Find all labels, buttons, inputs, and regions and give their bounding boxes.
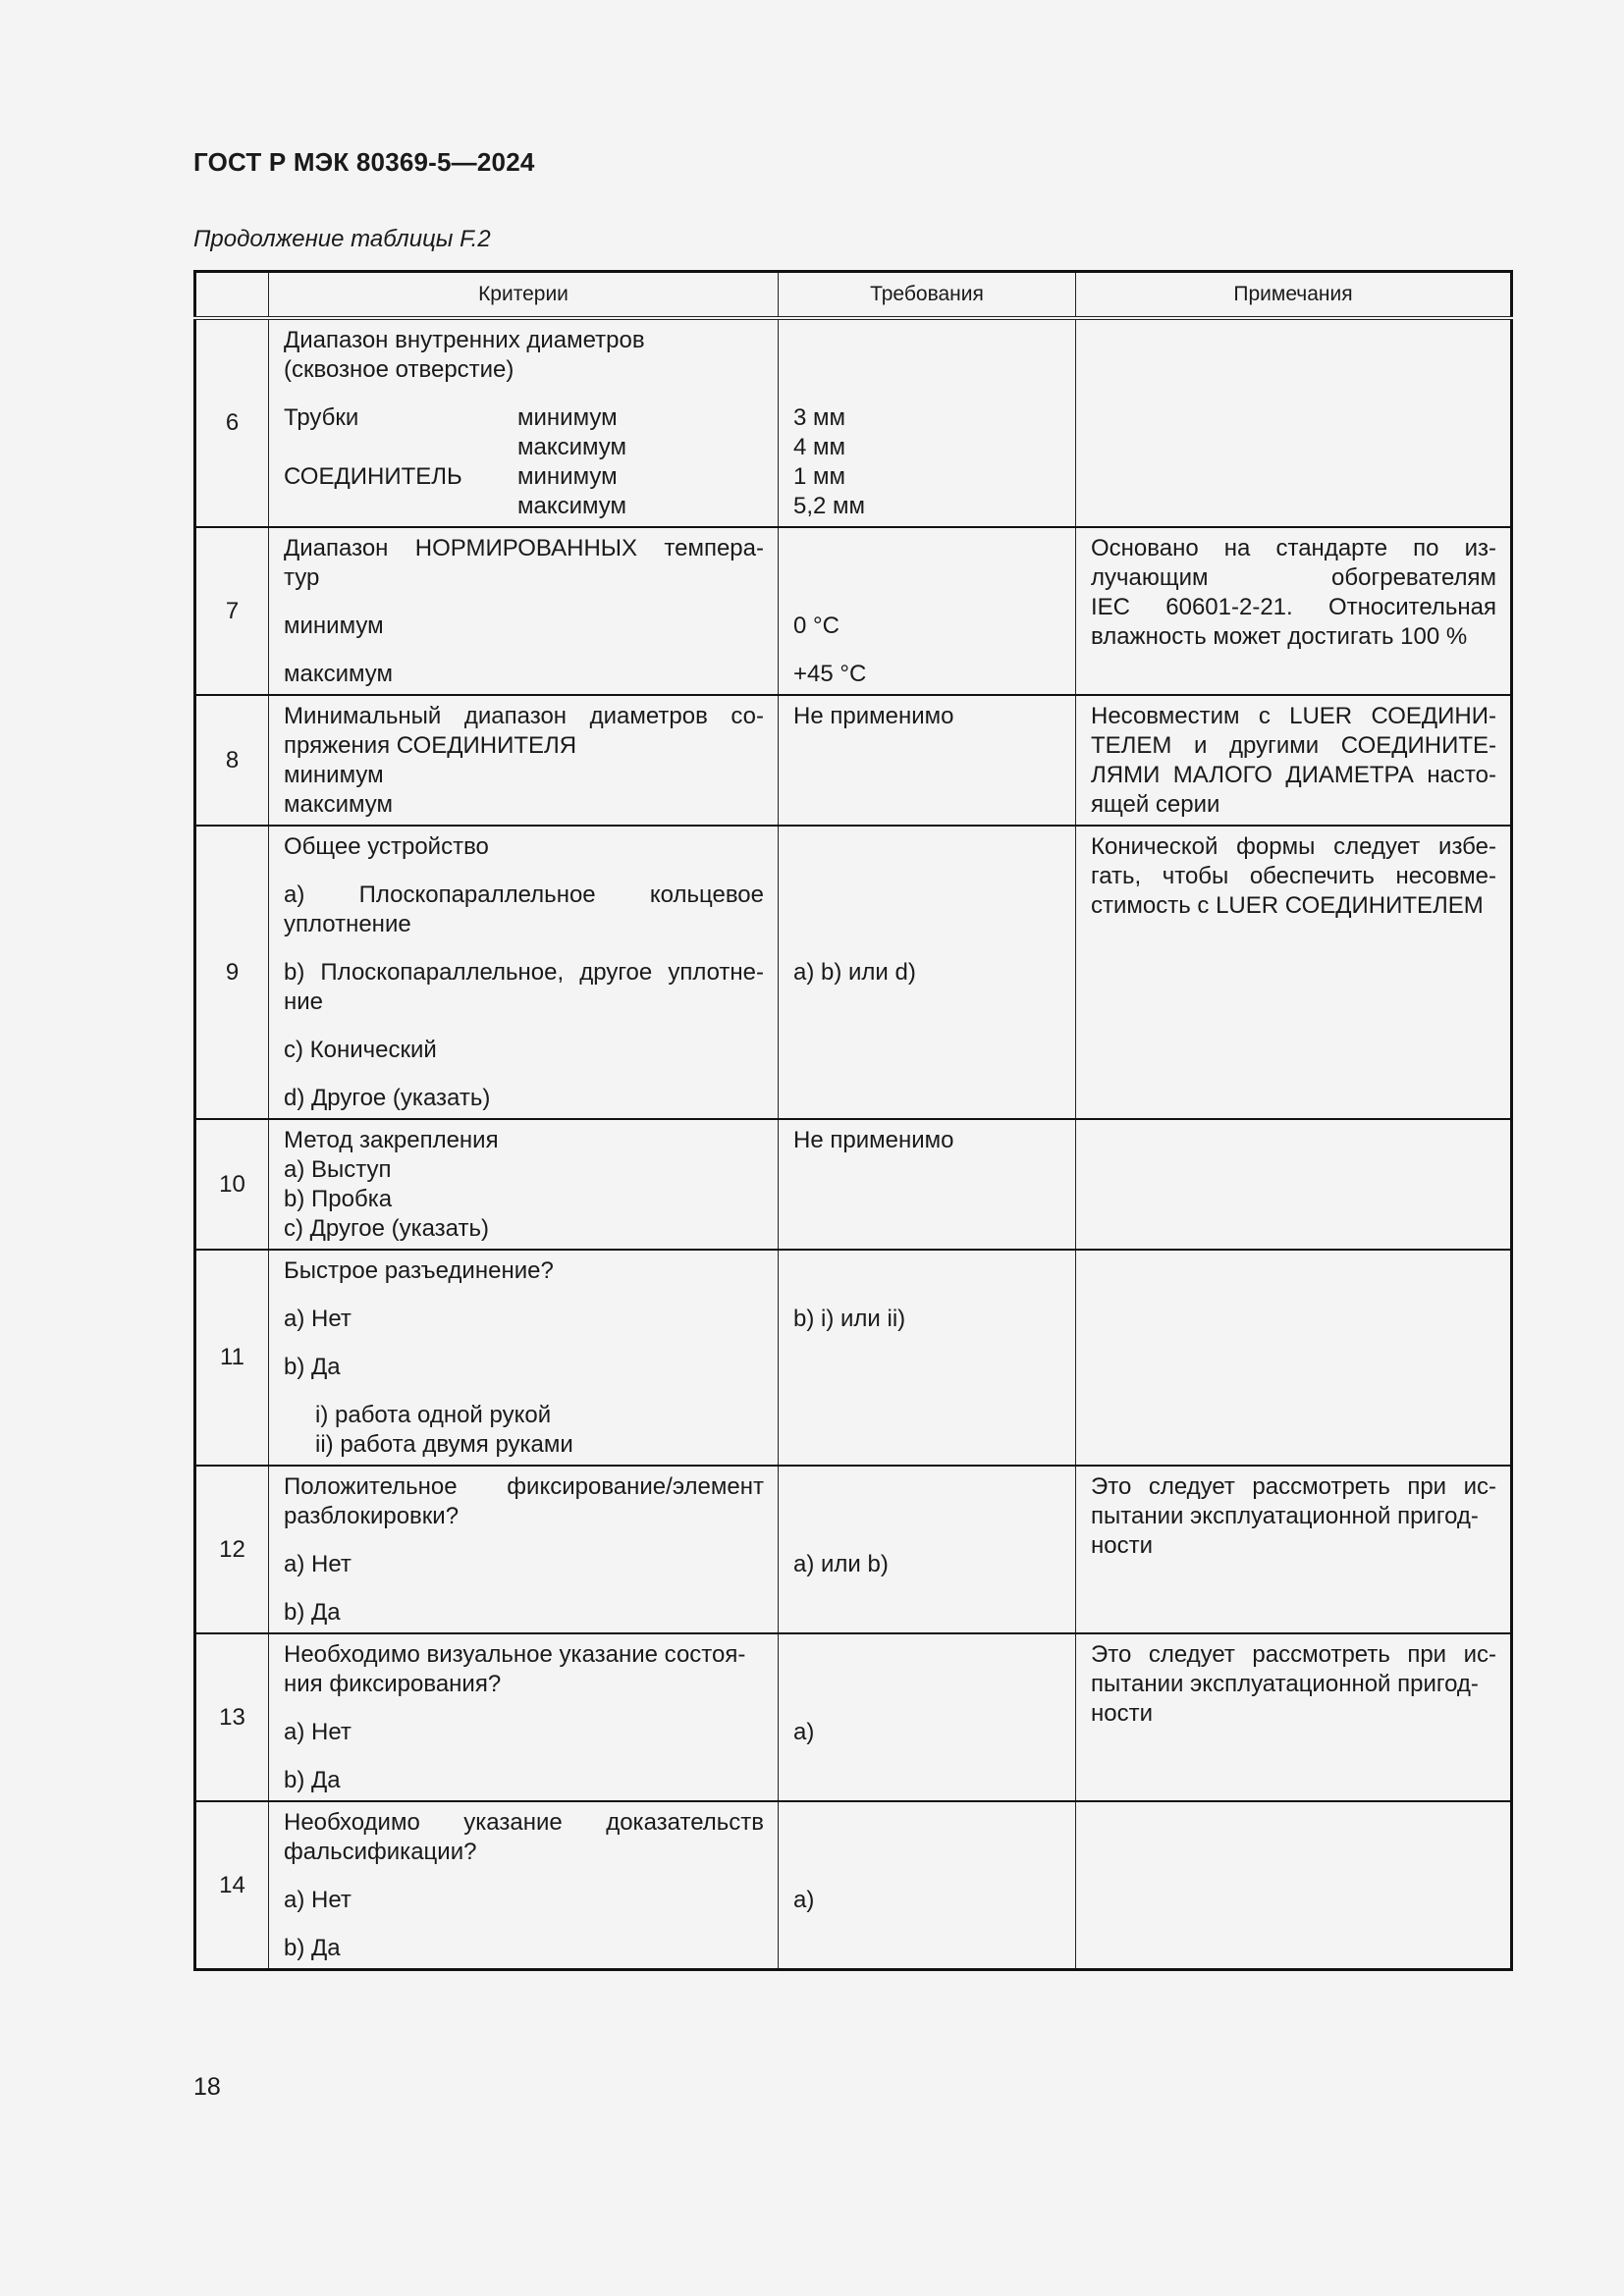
table-row [195, 318, 1512, 527]
notes-cell [1076, 1119, 1512, 1250]
table-row [195, 826, 1512, 1119]
req-line: 0 °C [793, 613, 839, 639]
criteria-cell [269, 826, 779, 1119]
criteria-line: d) Другое (указать) [284, 1085, 491, 1111]
requirements-cell [779, 695, 1076, 826]
note-line: IEC 60601-2-21. Относительная [1091, 594, 1496, 620]
col-header-notes: Примечания [1076, 272, 1512, 319]
row-number: 9 [195, 826, 269, 1119]
criteria-cell [269, 1633, 779, 1801]
criteria-line: Быстрое разъединение? [284, 1257, 554, 1284]
note-line: ности [1091, 1700, 1153, 1727]
note-line: стимость с LUER СОЕДИНИТЕЛЕМ [1091, 892, 1484, 919]
table-header-row [195, 272, 1512, 319]
requirements-cell [779, 527, 1076, 695]
requirements-cell [779, 318, 1076, 527]
criteria-cell [269, 527, 779, 695]
req-line: 3 мм [793, 404, 846, 431]
label-max: максимум [517, 493, 627, 519]
criteria-line: ние [284, 988, 324, 1015]
notes-cell [1076, 318, 1512, 527]
criteria-line: Необходимо указание доказательств [284, 1809, 764, 1836]
label-tubes: Трубки [284, 404, 359, 431]
req-line: Не применимо [793, 703, 954, 729]
label-max: максимум [517, 434, 627, 460]
criteria-line: Минимальный диапазон диаметров со- [284, 703, 764, 729]
notes-cell [1076, 695, 1512, 826]
criteria-cell [269, 1250, 779, 1466]
note-line: ности [1091, 1532, 1153, 1559]
table-row [195, 527, 1512, 695]
criteria-line: максимум [284, 661, 394, 687]
note-line: ЛЯМИ МАЛОГО ДИАМЕТРА насто- [1091, 762, 1496, 788]
criteria-line: Диапазон НОРМИРОВАННЫХ темпера- [284, 535, 764, 561]
page-number: 18 [193, 2073, 221, 2101]
requirements-cell [779, 826, 1076, 1119]
requirements-cell [779, 1633, 1076, 1801]
criteria-line: Необходимо визуальное указание состоя- [284, 1641, 746, 1668]
criteria-line: пряжения СОЕДИНИТЕЛЯ [284, 732, 577, 759]
label-connector: СОЕДИНИТЕЛЬ [284, 463, 462, 490]
req-line: b) i) или ii) [793, 1306, 906, 1332]
label-min: минимум [517, 463, 618, 490]
row-number: 10 [195, 1119, 269, 1250]
criteria-line: минимум [284, 762, 384, 788]
table-row [195, 1801, 1512, 1970]
table-row [195, 1633, 1512, 1801]
note-line: лучающим обогревателям [1091, 564, 1496, 591]
note-line: гать, чтобы обеспечить несовме- [1091, 863, 1496, 889]
label-min: минимум [517, 404, 618, 431]
req-line: 4 мм [793, 434, 846, 460]
criteria-cell [269, 1801, 779, 1970]
req-line: a) [793, 1719, 815, 1745]
table-row [195, 695, 1512, 826]
table-caption: Продолжение таблицы F.2 [193, 226, 491, 252]
col-header-requirements: Требования [779, 272, 1076, 319]
criteria-line: фальсификации? [284, 1839, 477, 1865]
row-number: 14 [195, 1801, 269, 1970]
criteria-line: b) Да [284, 1599, 341, 1626]
note-line: Это следует рассмотреть при ис- [1091, 1473, 1496, 1500]
col-header-number [195, 272, 269, 319]
notes-cell [1076, 826, 1512, 1119]
criteria-line: b) Да [284, 1354, 341, 1380]
req-line: 5,2 мм [793, 493, 866, 519]
criteria-line: (сквозное отверстие) [284, 356, 514, 383]
criteria-line: i) работа одной рукой [315, 1402, 552, 1428]
req-line: +45 °C [793, 661, 867, 687]
note-line: пытании эксплуатационной пригод- [1091, 1503, 1479, 1529]
criteria-line: минимум [284, 613, 384, 639]
row-number: 7 [195, 527, 269, 695]
criteria-line: a) Плоскопараллельное кольцевое [284, 881, 764, 908]
note-line: Основано на стандарте по из- [1091, 535, 1496, 561]
notes-cell [1076, 527, 1512, 695]
criteria-line: ния фиксирования? [284, 1671, 502, 1697]
notes-cell [1076, 1250, 1512, 1466]
req-line: a) b) или d) [793, 959, 916, 986]
row-number: 11 [195, 1250, 269, 1466]
criteria-line: уплотнение [284, 911, 411, 937]
criteria-line: b) Да [284, 1935, 341, 1961]
note-line: Это следует рассмотреть при ис- [1091, 1641, 1496, 1668]
criteria-line: c) Другое (указать) [284, 1215, 489, 1242]
criteria-line: b) Пробка [284, 1186, 393, 1212]
note-line: пытании эксплуатационной пригод- [1091, 1671, 1479, 1697]
criteria-line: a) Нет [284, 1306, 352, 1332]
requirements-cell [779, 1250, 1076, 1466]
criteria-cell [269, 1119, 779, 1250]
criteria-cell [269, 318, 779, 527]
row-number: 12 [195, 1466, 269, 1633]
requirements-cell [779, 1801, 1076, 1970]
criteria-line: Метод закрепления [284, 1127, 499, 1153]
requirements-cell [779, 1466, 1076, 1633]
note-line: влажность может достигать 100 % [1091, 623, 1468, 650]
criteria-line: ii) работа двумя руками [315, 1431, 573, 1458]
criteria-cell [269, 695, 779, 826]
document-header: ГОСТ Р МЭК 80369-5—2024 [193, 147, 535, 177]
requirements-cell [779, 1119, 1076, 1250]
col-header-criteria: Критерии [269, 272, 779, 319]
row-number: 6 [195, 318, 269, 527]
table-row [195, 1466, 1512, 1633]
table-row [195, 1119, 1512, 1250]
row-number: 8 [195, 695, 269, 826]
note-line: ТЕЛЕМ и другими СОЕДИНИТЕ- [1091, 732, 1496, 759]
notes-cell [1076, 1466, 1512, 1633]
row-number: 13 [195, 1633, 269, 1801]
note-line: ящей серии [1091, 791, 1220, 818]
criteria-line: разблокировки? [284, 1503, 460, 1529]
req-line: a) [793, 1887, 815, 1913]
criteria-cell [269, 1466, 779, 1633]
criteria-line [284, 462, 764, 492]
criteria-line: c) Конический [284, 1037, 437, 1063]
req-line: 1 мм [793, 463, 846, 490]
criteria-line [284, 403, 764, 433]
spec-table [193, 270, 1513, 1971]
criteria-line: b) Да [284, 1767, 341, 1793]
req-line: Не применимо [793, 1127, 954, 1153]
note-line: Несовместим с LUER СОЕДИНИ- [1091, 703, 1496, 729]
table-row [195, 1250, 1512, 1466]
notes-cell [1076, 1633, 1512, 1801]
note-line: Конической формы следует избе- [1091, 833, 1496, 860]
criteria-line: Общее устройство [284, 833, 489, 860]
criteria-line: тур [284, 564, 320, 591]
criteria-line: a) Нет [284, 1887, 352, 1913]
criteria-line: a) Нет [284, 1719, 352, 1745]
criteria-line: b) Плоскопараллельное, другое уплотне- [284, 959, 764, 986]
criteria-line: Положительное фиксирование/элемент [284, 1473, 764, 1500]
req-line: a) или b) [793, 1551, 889, 1577]
criteria-line: a) Выступ [284, 1156, 392, 1183]
criteria-line: a) Нет [284, 1551, 352, 1577]
notes-cell [1076, 1801, 1512, 1970]
criteria-line: Диапазон внутренних диаметров [284, 327, 645, 353]
criteria-line: максимум [284, 791, 394, 818]
